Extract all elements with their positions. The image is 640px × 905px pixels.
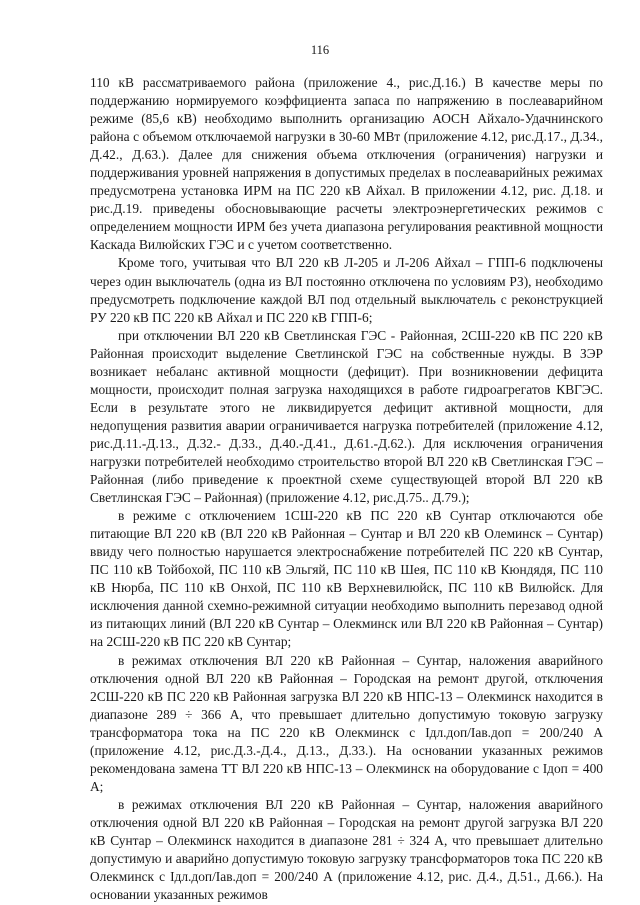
paragraph-5: в режимах отключения ВЛ 220 кВ Районная – Сунтар, наложения аварийного отключения одной ВЛ 220 кВ Районная – Городская на ремонт другой, отключения 2СШ-220 кВ ПС 220 кВ Районная загрузка ВЛ 220 кВ НПС-13 – Олекминск находится в диапазоне 289 ÷ 366 А, что превышает длительно допустимую токовую загрузку трансформатора тока на ПС 220 кВ Олекминск с Iдл.доп/Iав.доп = 200/240 А (приложение 4.12, рис.Д.3.-Д.4., Д.13., Д.33.). На основании указанных режимов рекомендована замена ТТ ВЛ 220 кВ НПС-13 – Олекминск на оборудование с Iдоп = 400 А; xyxy=(90,652,603,794)
page-number: 116 xyxy=(310,43,330,57)
paragraph-1: 110 кВ рассматриваемого района (приложение 4., рис.Д.16.) В качестве меры по поддержанию нормируемого коэффициента запаса по напряжению в послеаварийном режиме (85,6 кВ) необходимо выполнить организацию АОСН Айхало-Удачнинского района с объемом отключаемой нагрузки в 30-60 МВт (приложение 4.12, рис.Д.17., Д.34., Д.42., Д.63.). Далее для снижения объема отключения (ограничения) нагрузки и поддерживания уровней напряжения в допустимых пределах в послеаварийных режимах предусмотрена установка ИРМ на ПС 220 кВ Айхал. В приложении 4.12, рис. Д.18. и рис.Д.19. приведены обосновывающие расчеты электроэнергетических режимов с определением мощности ИРМ без учета диапазона регулирования реактивной мощности Каскада Вилюйских ГЭС и с учетом соответственно. xyxy=(90,75,603,253)
paragraph-3: при отключении ВЛ 220 кВ Светлинская ГЭС - Районная, 2СШ-220 кВ ПС 220 кВ Районная происходит выделение Светлинской ГЭС на собственные нужды. В ЗЭР возникает небаланс активной мощности (дефицит). При возникновении дефицита мощности, происходит полная загрузка находящихся в работе гидроагрегатов КВГЭС. Если в результате этого не ликвидируется дефицит активной мощности, для недопущения развития аварии ограничивается нагрузка потребителей (приложение 4.12, рис.Д.11.-Д.13., Д.32.- Д.33., Д.40.-Д.41., Д.61.-Д.62.). Для исключения ограничения нагрузки потребителей необходимо строительство второй ВЛ 220 кВ Светлинская ГЭС – Районная (либо приведение к проектной схеме существующей второй ВЛ 220 кВ Светлинская ГЭС – Районная) (приложение 4.12, рис.Д.75.. Д.79.); xyxy=(90,327,603,506)
document-text xyxy=(90,74,603,904)
paragraph-2: Кроме того, учитывая что ВЛ 220 кВ Л-205 и Л-206 Айхал – ГПП-6 подключены через один выключатель (одна из ВЛ постоянно отключена по условиям РЗ), необходимо предусмотреть подключение каждой ВЛ под отдельный выключатель с реконструкцией РУ 220 кВ ПС 220 кВ Айхал и ПС 220 кВ ГПП-6; xyxy=(90,255,603,325)
paragraph-4: в режиме с отключением 1СШ-220 кВ ПС 220 кВ Сунтар отключаются обе питающие ВЛ 220 кВ (ВЛ 220 кВ Районная – Сунтар и ВЛ 220 кВ Олеминск – Сунтар) ввиду чего полностью нарушается электроснабжение потребителей ПС 220 кВ Сунтар, ПС 110 кВ Тойбохой, ПС 110 кВ Эльгяй, ПС 110 кВ Шея, ПС 110 кВ Кюндядя, ПС 110 кВ Нюрба, ПС 110 кВ Онхой, ПС 110 кВ Верхневилюйск, ПС 110 кВ Вилюйск. Для исключения данной схемно-режимной ситуации необходимо выполнить перезавод одной из питающих линий (ВЛ 220 кВ Сунтар – Олекминск или ВЛ 220 кВ Районная – Сунтар) на 2СШ-220 кВ ПС 220 кВ Сунтар; xyxy=(90,508,603,650)
paragraph-6: в режимах отключения ВЛ 220 кВ Районная – Сунтар, наложения аварийного отключения одной ВЛ 220 кВ Районная – Городская на ремонт другой загрузка ВЛ 220 кВ Сунтар – Олекминск находится в диапазоне 281 ÷ 324 А, что превышает длительно допустимую и аварийно допустимую токовую загрузку трансформаторов тока ПС 220 кВ Олекминск с Iдл.доп/Iав.доп = 200/240 А (приложение 4.12, рис. Д.4., Д.51., Д.66.). На основании указанных режимов xyxy=(90,796,603,903)
